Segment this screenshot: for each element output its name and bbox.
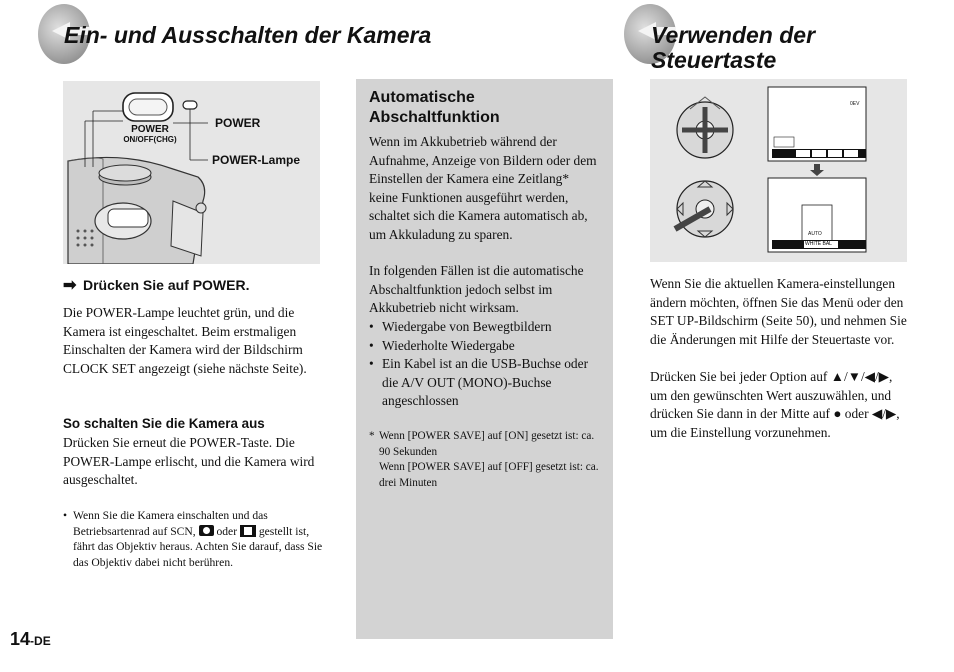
- camera-illustration: [63, 81, 320, 264]
- left-title-block: [0, 0, 520, 70]
- control-button-paragraph-2: Drücken Sie bei jeder Option auf ▲/▼/◀/▶, um den gewünschten Wert auszuwählen, und drücken Sie dann in der Mitte auf ● oder ◀/▶, um die Einstellung vorzunehmen.: [650, 369, 900, 440]
- power-lamp-label: POWER-Lampe: [212, 153, 301, 167]
- list-item: • Wiederholte Wiedergabe: [369, 337, 515, 353]
- right-arrow-icon: ➡: [63, 277, 77, 294]
- screen-ev-value: 0EV: [850, 101, 860, 107]
- page-title-right-line1: Verwenden der: [651, 22, 816, 48]
- footnote-item: * Wenn [POWER SAVE] auf [ON] gesetzt ist: ca. 90 Sekunden Wenn [POWER SAVE] auf [OFF] gesetzt ist: ca. drei Minuten: [369, 430, 599, 489]
- page-number: 14-DE: [10, 629, 51, 649]
- power-on-paragraph: Die POWER-Lampe leuchtet grün, und die Kamera ist eingeschaltet. Beim erstmaligen Einschalten der Kamera wird der Bildschirm CLOCK SET angezeigt (siehe nächste Seite).: [63, 305, 307, 376]
- instruction-step: ➡ Drücken Sie auf POWER.: [63, 277, 250, 294]
- control-button-figure: [650, 79, 907, 262]
- auto-power-off-heading: Automatische Abschaltfunktion: [369, 89, 500, 126]
- camera-icon: [199, 525, 214, 536]
- movie-icon: [240, 525, 256, 537]
- screen-wb-option-auto: AUTO: [808, 231, 822, 237]
- control-button-paragraph-1: Wenn Sie die aktuellen Kamera-einstellungen ändern möchten, öffnen Sie das Menü oder den SET UP-Bildschirm (Seite 50), und nehmen Sie die Änderungen mit Hilfe der Steuertaste vor.: [650, 276, 907, 347]
- right-title-block: [620, 0, 954, 80]
- control-button-illustration: [650, 79, 907, 262]
- list-item: • Wiedergabe von Bewegtbildern: [369, 319, 552, 334]
- power-off-heading: So schalten Sie die Kamera aus: [63, 416, 265, 431]
- power-off-paragraph: Drücken Sie erneut die POWER-Taste. Die POWER-Lampe erlischt, und die Kamera wird ausgeschaltet.: [63, 435, 315, 488]
- page-title-right-line2: Steuertaste: [651, 47, 777, 73]
- page-title-left: Ein- und Ausschalten der Kamera: [64, 22, 432, 48]
- power-button-caption: POWER ON/OFF(CHG): [123, 124, 177, 144]
- footnote: [369, 429, 603, 491]
- note-item: • Wenn Sie die Kamera einschalten und das Betriebsartenrad auf SCN, oder gestellt ist, fährt das Objektiv heraus. Achten Sie darauf, dass Sie das Objektiv dabei nicht berühren.: [63, 509, 323, 569]
- camera-power-figure: [63, 81, 320, 264]
- auto-power-off-paragraph-2: In folgenden Fällen ist die automatische Abschaltfunktion jedoch selbst im Akkubetrieb nicht wirksam.: [369, 263, 584, 316]
- auto-power-off-paragraph-1: Wenn im Akkubetrieb während der Aufnahme, Anzeige von Bildern oder dem Einstellen der Kamera eine Zeitlang* keine Funktionen ausgeführt werden, schaltet sich die Kamera automatisch ab, um Akkuladung zu sparen.: [369, 134, 597, 242]
- list-item: • Ein Kabel ist an die USB-Buchse oder die A/V OUT (MONO)-Buchse angeschlossen: [369, 356, 589, 409]
- power-label: POWER: [215, 116, 261, 130]
- exception-list: [369, 318, 603, 411]
- note-block: [63, 508, 325, 570]
- screen-white-balance-label: WHITE BAL: [805, 241, 832, 247]
